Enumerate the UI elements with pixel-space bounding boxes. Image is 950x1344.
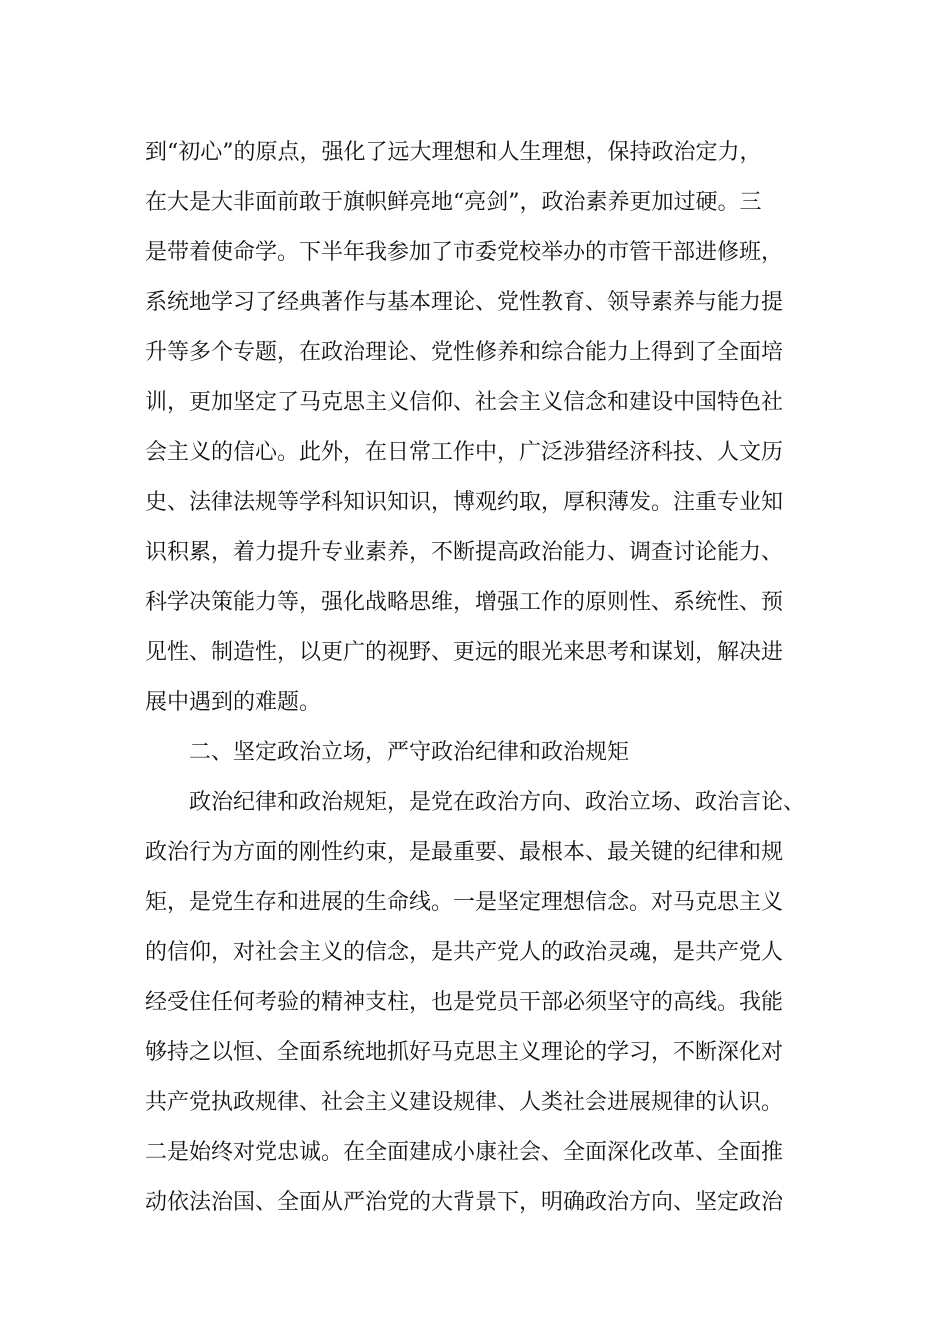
text-line: 矩，是党生存和进展的生命线。一是坚定理想信念。对马克思主义 (145, 890, 784, 915)
text-line: 的信仰，对社会主义的信念，是共产党人的政治灵魂，是共产党人 (145, 940, 784, 965)
text-line: 政治纪律和政治规矩，是党在政治方向、政治立场、政治言论、 (189, 790, 806, 815)
text-line: 共产党执政规律、社会主义建设规律、人类社会进展规律的认识。 (145, 1090, 784, 1115)
text-line: 在大是大非面前敢于旗帜鲜亮地“亮剑”，政治素养更加过硬。三 (145, 190, 762, 215)
text-line: 科学决策能力等，强化战略思维，增强工作的原则性、系统性、预 (145, 590, 784, 615)
body-text (145, 128, 845, 1228)
text-line: 训，更加坚定了马克思主义信仰、社会主义信念和建设中国特色社 (145, 390, 784, 415)
section-heading: 二、坚定政治立场，严守政治纪律和政治规矩 (189, 740, 630, 765)
text-line: 识积累，着力提升专业素养，不断提高政治能力、调查讨论能力、 (145, 540, 784, 565)
text-line: 展中遇到的难题。 (145, 690, 322, 715)
text-line: 到“初心”的原点，强化了远大理想和人生理想，保持政治定力， (145, 140, 762, 165)
text-line: 够持之以恒、全面系统地抓好马克思主义理论的学习，不断深化对 (145, 1040, 784, 1065)
text-line: 会主义的信心。此外，在日常工作中，广泛涉猎经济科技、人文历 (145, 440, 784, 465)
text-line: 经受住任何考验的精神支柱，也是党员干部必须坚守的高线。我能 (145, 990, 784, 1015)
text-line: 见性、制造性，以更广的视野、更远的眼光来思考和谋划，解决进 (145, 640, 784, 665)
text-line: 系统地学习了经典著作与基本理论、党性教育、领导素养与能力提 (145, 290, 784, 315)
text-line: 政治行为方面的刚性约束，是最重要、最根本、最关键的纪律和规 (145, 840, 784, 865)
text-line: 升等多个专题，在政治理论、党性修养和综合能力上得到了全面培 (145, 340, 784, 365)
text-line: 动依法治国、全面从严治党的大背景下，明确政治方向、坚定政治 (145, 1190, 784, 1215)
text-line: 是带着使命学。下半年我参加了市委党校举办的市管干部进修班， (145, 240, 784, 265)
text-line: 史、法律法规等学科知识知识，博观约取，厚积薄发。注重专业知 (145, 490, 784, 515)
text-line: 二是始终对党忠诚。在全面建成小康社会、全面深化改革、全面推 (145, 1140, 784, 1165)
